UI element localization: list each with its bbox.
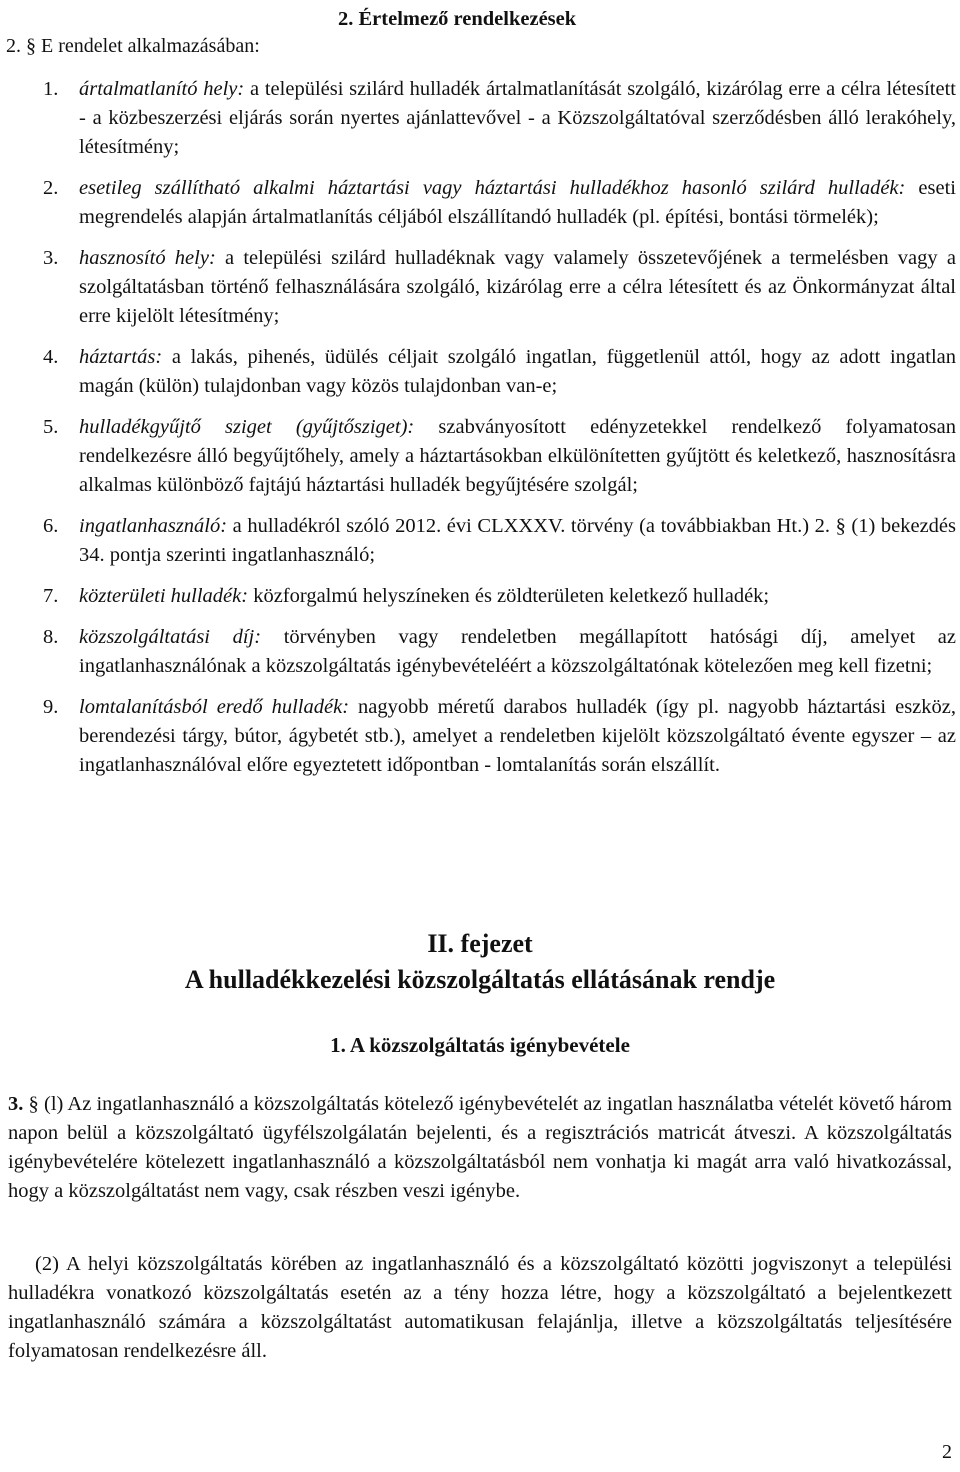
definition-term: közszolgáltatási díj: [79, 626, 262, 648]
definition-text: a lakás, pihenés, üdülés céljait szolgáló ingatlan, függetlenül attól, hogy az adott ingatlan magán (külön) tulajdonban vagy közös tulajdonban van-e; [79, 346, 956, 397]
paragraph-2: (2) A helyi közszolgáltatás körében az ingatlanhasználó és a közszolgáltató közötti jogviszonyt a települési hulladékra vonatkozó közszolgáltatás esetén az a tény hozza létre, hogy a közszolgáltató a bejelentkezett ingatlanhasználó számára a közszolgáltatást automatikusan felajánlja, illetve a közszolgáltatás teljesítésére folyamatosan rendelkezésre áll. [8, 1253, 952, 1362]
chapter-title: II. fejezet [427, 929, 533, 958]
definition-item [8, 244, 956, 331]
definition-item [8, 623, 956, 681]
definition-text: törvényben vagy rendeletben megállapított hatósági díj, amelyet az ingatlanhasználónak a közszolgáltatás igénybevételéért a közszolgáltatónak kötelezően meg kell fizetni; [79, 626, 956, 677]
section-label: 2. § E rendelet alkalmazásában: [6, 35, 260, 57]
definition-number: 2. [43, 177, 59, 199]
definition-term: közterületi hulladék: [79, 585, 249, 607]
definition-term: esetileg szállítható alkalmi háztartási vagy háztartási hulladékhoz hasonló szilárd hulladék: [79, 177, 906, 199]
definition-term: ártalmatlanító hely: [79, 78, 245, 100]
definition-text: nagyobb méretű darabos hulladék (így pl. nagyobb háztartási eszköz, berendezési tárgy, bútor, ágybetét stb.), amelyet a rendeletben kijelölt közszolgáltató évente egyszer – az ingatlanhasználóval előre egyeztetett időpontban - lomtalanítás során elszállít. [79, 696, 956, 776]
definition-number: 6. [43, 515, 59, 537]
definition-item [8, 512, 956, 570]
definition-item [8, 413, 956, 500]
section-title: 1. A közszolgáltatás igénybevétele [330, 1033, 630, 1057]
definition-number: 7. [43, 585, 59, 607]
definition-term: hasznosító hely: [79, 247, 216, 269]
definition-text: a települési szilárd hulladéknak vagy valamely összetevőjének a termelésben vagy a szolgáltatásban történő felhasználására szolgáló, kizárólag erre a célra létesített és az Önkormányzat által erre kijelölt létesítmény; [79, 247, 956, 327]
paragraph-text: § (l) Az ingatlanhasználó a közszolgáltatás kötelező igénybevételét az ingatlan használatba vételét követő három napon belül a közszolgáltató ügyfélszolgálatán bejelenti, és a regisztrációs matricát átveszi. A közszolgáltatás igénybevételére kötelezett ingatlanhasználó a közszolgáltatásból nem vonhatja ki magát arra való hivatkozással, hogy a közszolgáltatást nem vagy, csak részben veszi igénybe. [8, 1093, 952, 1202]
definition-term: ingatlanhasználó: [79, 515, 228, 537]
definition-number: 4. [43, 346, 59, 368]
definition-number: 5. [43, 416, 59, 438]
chapter-subtitle: A hulladékkezelési közszolgáltatás ellátásának rendje [184, 965, 776, 994]
definition-text: közforgalmú helyszíneken és zöldterületen keletkező hulladék; [248, 585, 770, 607]
definition-text: szabványosított edényzetekkel rendelkező folyamatosan rendelkezésre álló begyűjtőhely, amely a háztartásokban elkülönítetten gyűjtött és keletkező, hasznosításra alkalmas különböző fajtájú háztartási hulladék begyűjtésére szolgál; [79, 416, 956, 496]
paragraph-number: 3. [8, 1093, 24, 1115]
definition-text: a hulladékról szóló 2012. évi CLXXXV. törvény (a továbbiakban Ht.) 2. § (1) bekezdés 34. pontja szerinti ingatlanhasználó; [79, 515, 956, 566]
definition-item [8, 75, 956, 162]
definition-number: 8. [43, 626, 59, 648]
section-heading: 2. Értelmező rendelkezések [338, 8, 577, 30]
definition-term: lomtalanításból eredő hulladék: [79, 696, 350, 718]
definition-item [8, 343, 956, 401]
definition-number: 1. [43, 78, 59, 100]
definitions-list [8, 75, 956, 792]
definition-item [8, 174, 956, 232]
definition-number: 3. [43, 247, 59, 269]
definition-term: hulladékgyűjtő sziget (gyűjtősziget): [79, 416, 415, 438]
definition-item [8, 582, 956, 611]
definition-item [8, 693, 956, 780]
definition-term: háztartás: [79, 346, 163, 368]
page-number: 2 [942, 1441, 952, 1463]
definition-text: eseti megrendelés alapján ártalmatlanítás céljából elszállítandó hulladék (pl. építési, bontási törmelék); [79, 177, 956, 228]
definition-number: 9. [43, 696, 59, 718]
definition-text: a települési szilárd hulladék ártalmatlanítását szolgáló, kizárólag erre a célra létesített - a közbeszerzési eljárás során nyertes ajánlattevővel - a Közszolgáltatóval szerződésben álló lerakóhely, létesítmény; [79, 78, 956, 158]
paragraph-1 [8, 1090, 952, 1206]
